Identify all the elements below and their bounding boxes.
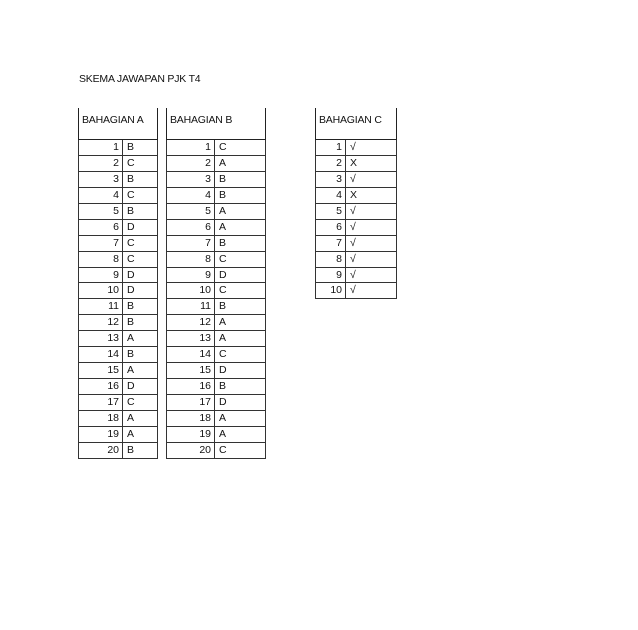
question-number: 8: [316, 252, 346, 267]
answer-cell: X: [350, 156, 358, 169]
question-number: 1: [316, 140, 346, 155]
table-row: [315, 188, 397, 204]
answer-cell: B: [127, 300, 135, 313]
table-row: [78, 156, 158, 172]
question-number: 16: [79, 379, 123, 394]
answer-cell: C: [127, 252, 135, 265]
answer-cell: C: [219, 284, 227, 297]
table-row: [78, 331, 158, 347]
table-row: [78, 315, 158, 331]
table-row: [166, 268, 266, 284]
question-number: 5: [79, 204, 123, 219]
table-row: [78, 220, 158, 236]
answer-cell: B: [127, 141, 135, 153]
answer-cell: √: [350, 284, 356, 297]
answer-cell: B: [219, 236, 227, 249]
table-row: [166, 347, 266, 363]
answer-cell: A: [127, 332, 135, 345]
answer-cell: B: [127, 172, 135, 185]
question-number: 2: [79, 156, 123, 171]
question-number: 2: [316, 156, 346, 171]
question-number: 7: [316, 236, 346, 251]
question-number: 14: [167, 347, 215, 362]
question-number: 19: [167, 427, 215, 442]
answer-cell: A: [127, 364, 135, 377]
table-row: [78, 411, 158, 427]
answer-cell: √: [350, 236, 356, 249]
answer-cell: C: [127, 156, 135, 169]
answer-cell: B: [127, 316, 135, 329]
answer-cell: D: [127, 268, 135, 281]
question-number: 1: [167, 140, 215, 155]
answer-cell: A: [219, 411, 227, 424]
question-number: 16: [167, 379, 215, 394]
answer-cell: √: [350, 220, 356, 233]
question-number: 10: [167, 283, 215, 298]
table-row: [78, 252, 158, 268]
answer-cell: B: [219, 172, 227, 185]
answer-cell: B: [127, 204, 135, 217]
table-row: [166, 156, 266, 172]
question-number: 20: [167, 443, 215, 458]
table-row: [166, 411, 266, 427]
question-number: 9: [79, 268, 123, 283]
answer-cell: B: [127, 443, 135, 456]
question-number: 5: [167, 204, 215, 219]
answer-cell: D: [127, 284, 135, 297]
question-number: 3: [79, 172, 123, 187]
answer-cell: C: [219, 443, 227, 456]
question-number: 17: [79, 395, 123, 410]
answer-table-bahagian-a: [78, 108, 158, 459]
table-row: [166, 379, 266, 395]
question-number: 4: [167, 188, 215, 203]
question-number: 4: [79, 188, 123, 203]
question-number: 14: [79, 347, 123, 362]
table-header-label: BAHAGIAN C: [319, 114, 382, 126]
question-number: 6: [167, 220, 215, 235]
answer-cell: D: [219, 396, 227, 408]
table-header: [315, 108, 397, 140]
question-number: 7: [167, 236, 215, 251]
answer-cell: B: [219, 300, 227, 313]
answer-cell: C: [127, 236, 135, 249]
question-number: 4: [316, 188, 346, 203]
question-number: 11: [79, 299, 123, 314]
answer-cell: B: [219, 188, 227, 201]
question-number: 11: [167, 299, 215, 314]
answer-cell: C: [219, 252, 227, 265]
question-number: 7: [79, 236, 123, 251]
question-number: 15: [167, 363, 215, 378]
answer-cell: D: [127, 220, 135, 233]
answer-cell: √: [350, 252, 356, 265]
answer-cell: B: [219, 380, 227, 393]
answer-cell: √: [350, 141, 356, 153]
question-number: 12: [167, 315, 215, 330]
answer-table-bahagian-c: [315, 108, 397, 299]
answer-cell: A: [127, 427, 135, 440]
table-row: [166, 236, 266, 252]
question-number: 12: [79, 315, 123, 330]
question-number: 6: [79, 220, 123, 235]
answer-cell: √: [350, 204, 356, 217]
answer-cell: C: [127, 396, 135, 408]
answer-cell: A: [219, 220, 227, 233]
answer-cell: B: [127, 348, 135, 361]
answer-cell: A: [219, 427, 227, 440]
question-number: 8: [167, 252, 215, 267]
question-number: 10: [316, 283, 346, 298]
answer-cell: A: [219, 204, 227, 217]
table-row: [315, 156, 397, 172]
table-row: [78, 188, 158, 204]
table-header-label: BAHAGIAN B: [170, 114, 233, 126]
table-row: [315, 283, 397, 299]
answer-cell: C: [219, 348, 227, 361]
table-row: [78, 347, 158, 363]
table-row: [166, 395, 266, 411]
question-number: 9: [316, 268, 346, 283]
question-number: 9: [167, 268, 215, 283]
answer-cell: A: [219, 332, 227, 345]
table-row: [166, 188, 266, 204]
table-row: [78, 379, 158, 395]
table-row: [78, 395, 158, 411]
table-row: [78, 172, 158, 188]
table-row: [166, 204, 266, 220]
table-row: [315, 236, 397, 252]
question-number: 18: [79, 411, 123, 426]
question-number: 8: [79, 252, 123, 267]
table-header-label: BAHAGIAN A: [82, 114, 144, 126]
table-row: [315, 252, 397, 268]
answer-cell: √: [350, 268, 356, 281]
answer-cell: A: [219, 316, 227, 329]
question-number: 6: [316, 220, 346, 235]
table-row: [78, 236, 158, 252]
table-row: [166, 315, 266, 331]
answer-cell: D: [219, 268, 227, 281]
table-row: [78, 427, 158, 443]
table-row: [166, 299, 266, 315]
answer-table-bahagian-b: [166, 108, 266, 459]
table-row: [315, 172, 397, 188]
table-row: [78, 283, 158, 299]
question-number: 13: [79, 331, 123, 346]
question-number: 19: [79, 427, 123, 442]
table-row: [166, 172, 266, 188]
question-number: 15: [79, 363, 123, 378]
table-row: [78, 268, 158, 284]
answer-cell: X: [350, 188, 358, 201]
answer-cell: A: [219, 156, 227, 169]
table-row: [315, 220, 397, 236]
table-row: [166, 220, 266, 236]
answer-cell: D: [127, 380, 135, 393]
table-row: [78, 443, 158, 459]
answer-cell: C: [127, 188, 135, 201]
table-row: [78, 363, 158, 379]
table-row: [166, 331, 266, 347]
table-row: [166, 283, 266, 299]
table-header: [78, 108, 158, 140]
answer-cell: A: [127, 411, 135, 424]
table-row: [315, 204, 397, 220]
question-number: 18: [167, 411, 215, 426]
question-number: 5: [316, 204, 346, 219]
question-number: 17: [167, 395, 215, 410]
answer-cell: D: [219, 364, 227, 377]
question-number: 3: [167, 172, 215, 187]
question-number: 10: [79, 283, 123, 298]
question-number: 1: [79, 140, 123, 155]
table-row: [78, 204, 158, 220]
table-row: [166, 427, 266, 443]
answer-cell: √: [350, 172, 356, 185]
question-number: 13: [167, 331, 215, 346]
table-row: [166, 363, 266, 379]
table-row: [166, 140, 266, 156]
table-row: [315, 140, 397, 156]
question-number: 3: [316, 172, 346, 187]
table-row: [315, 268, 397, 284]
answer-cell: C: [219, 141, 227, 153]
question-number: 2: [167, 156, 215, 171]
document-title: SKEMA JAWAPAN PJK T4: [79, 73, 201, 85]
question-number: 20: [79, 443, 123, 458]
table-row: [78, 299, 158, 315]
table-row: [166, 443, 266, 459]
table-row: [78, 140, 158, 156]
table-row: [166, 252, 266, 268]
table-header: [166, 108, 266, 140]
